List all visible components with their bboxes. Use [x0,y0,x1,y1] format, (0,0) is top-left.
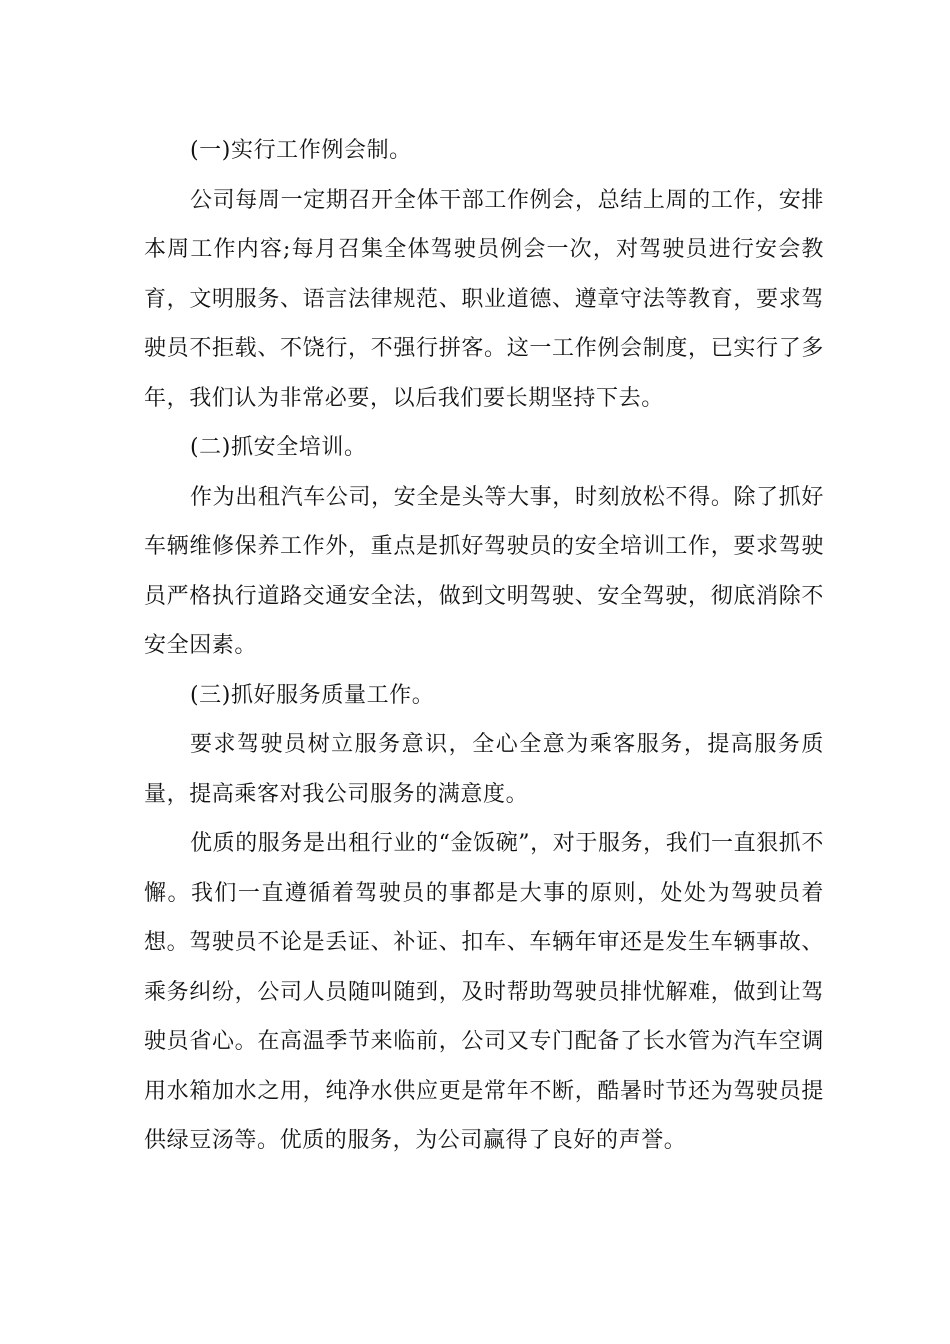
paragraph-quality-service-details: 优质的服务是出租行业的“金饭碗”，对于服务，我们一直狠抓不懈。我们一直遵循着驾驶员的事都是大事的原则，处处为驾驶员着想。驾驶员不论是丢证、补证、扣车、车辆年审还是发生车辆事故、乘务纠纷，公司人员随叫随到，及时帮助驾驶员排忧解难，做到让驾驶员省心。在高温季节来临前，公司又专门配备了长水管为汽车空调用水箱加水之用，纯净水供应更是常年不断，酷暑时节还为驾驶员提供绿豆汤等。优质的服务，为公司赢得了良好的声誉。 [144,831,824,1153]
document-body [144,126,824,1166]
heading-work-meeting: (一)实行工作例会制。 [190,138,412,163]
paragraph-work-meeting: 公司每周一定期召开全体干部工作例会，总结上周的工作，安排本周工作内容;每月召集全体驾驶员例会一次，对驾驶员进行安会教育，文明服务、语言法律规范、职业道德、遵章守法等教育，要求驾驶员不拒载、不饶行，不强行拼客。这一工作例会制度，已实行了多年，我们认为非常必要，以后我们要长期坚持下去。 [144,187,824,411]
paragraph-safety-training: 作为出租汽车公司，安全是头等大事，时刻放松不得。除了抓好车辆维修保养工作外，重点是抓好驾驶员的安全培训工作，要求驾驶员严格执行道路交通安全法，做到文明驾驶、安全驾驶，彻底消除不安全因素。 [144,484,824,658]
paragraph-service-quality: 要求驾驶员树立服务意识，全心全意为乘客服务，提高服务质量，提高乘客对我公司服务的满意度。 [144,732,824,807]
heading-safety-training: (二)抓安全培训。 [190,435,367,460]
heading-service-quality: (三)抓好服务质量工作。 [190,682,435,708]
